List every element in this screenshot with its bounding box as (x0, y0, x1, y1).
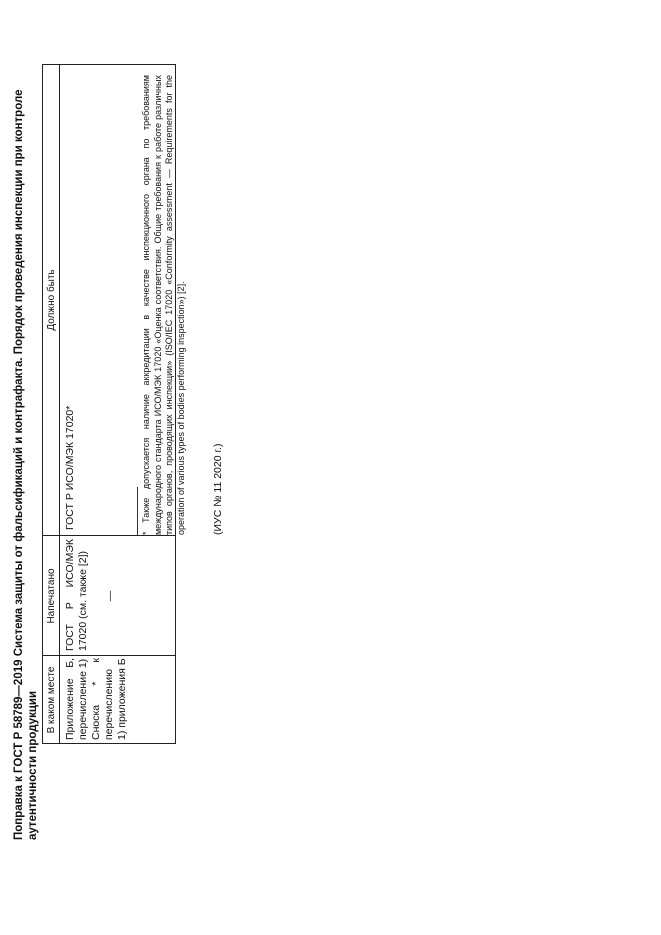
row2-where: Сноска * к перечислению 1) приложения Б (90, 658, 128, 740)
document-title: Поправка к ГОСТ Р 58789—2019 Система защиты от фальсификаций и контрафакта. Порядок проведения инспекции при контроле аутентичности продукции (13, 89, 39, 840)
table-left-rule (42, 743, 176, 744)
row2-printed: — (104, 590, 116, 602)
header-should-be: Должно быть (46, 269, 57, 331)
table-top-rule (42, 64, 43, 744)
row1-where: Приложение Б, перечисление 1) (64, 658, 89, 740)
row1-printed: ГОСТ Р ИСО/МЭК 17020 (см. также [2]) (64, 539, 89, 651)
row1-should-be: ГОСТ Р ИСО/МЭК 17020* (64, 405, 76, 530)
table-right-rule (42, 64, 176, 65)
header-where: В каком месте (46, 666, 57, 734)
footnote-text: * Также допускается наличие аккредитации в качестве инспекционного органа по требованиям международного стандарта ИСО/МЭК 17020 «Оценка соответствия. Общие требования к работе различных типов органов, проводящих инспекции» (ISO/IEC 17020 «Conformity assessment — Requirements for the operation of various types of bodies performing inspection») [2]. (141, 75, 186, 535)
issue-reference: (ИУС № 11 2020 г.) (212, 443, 224, 535)
header-printed: Напечатано (46, 568, 57, 624)
table-header-rule (59, 64, 60, 744)
footnote-rule (137, 487, 138, 535)
